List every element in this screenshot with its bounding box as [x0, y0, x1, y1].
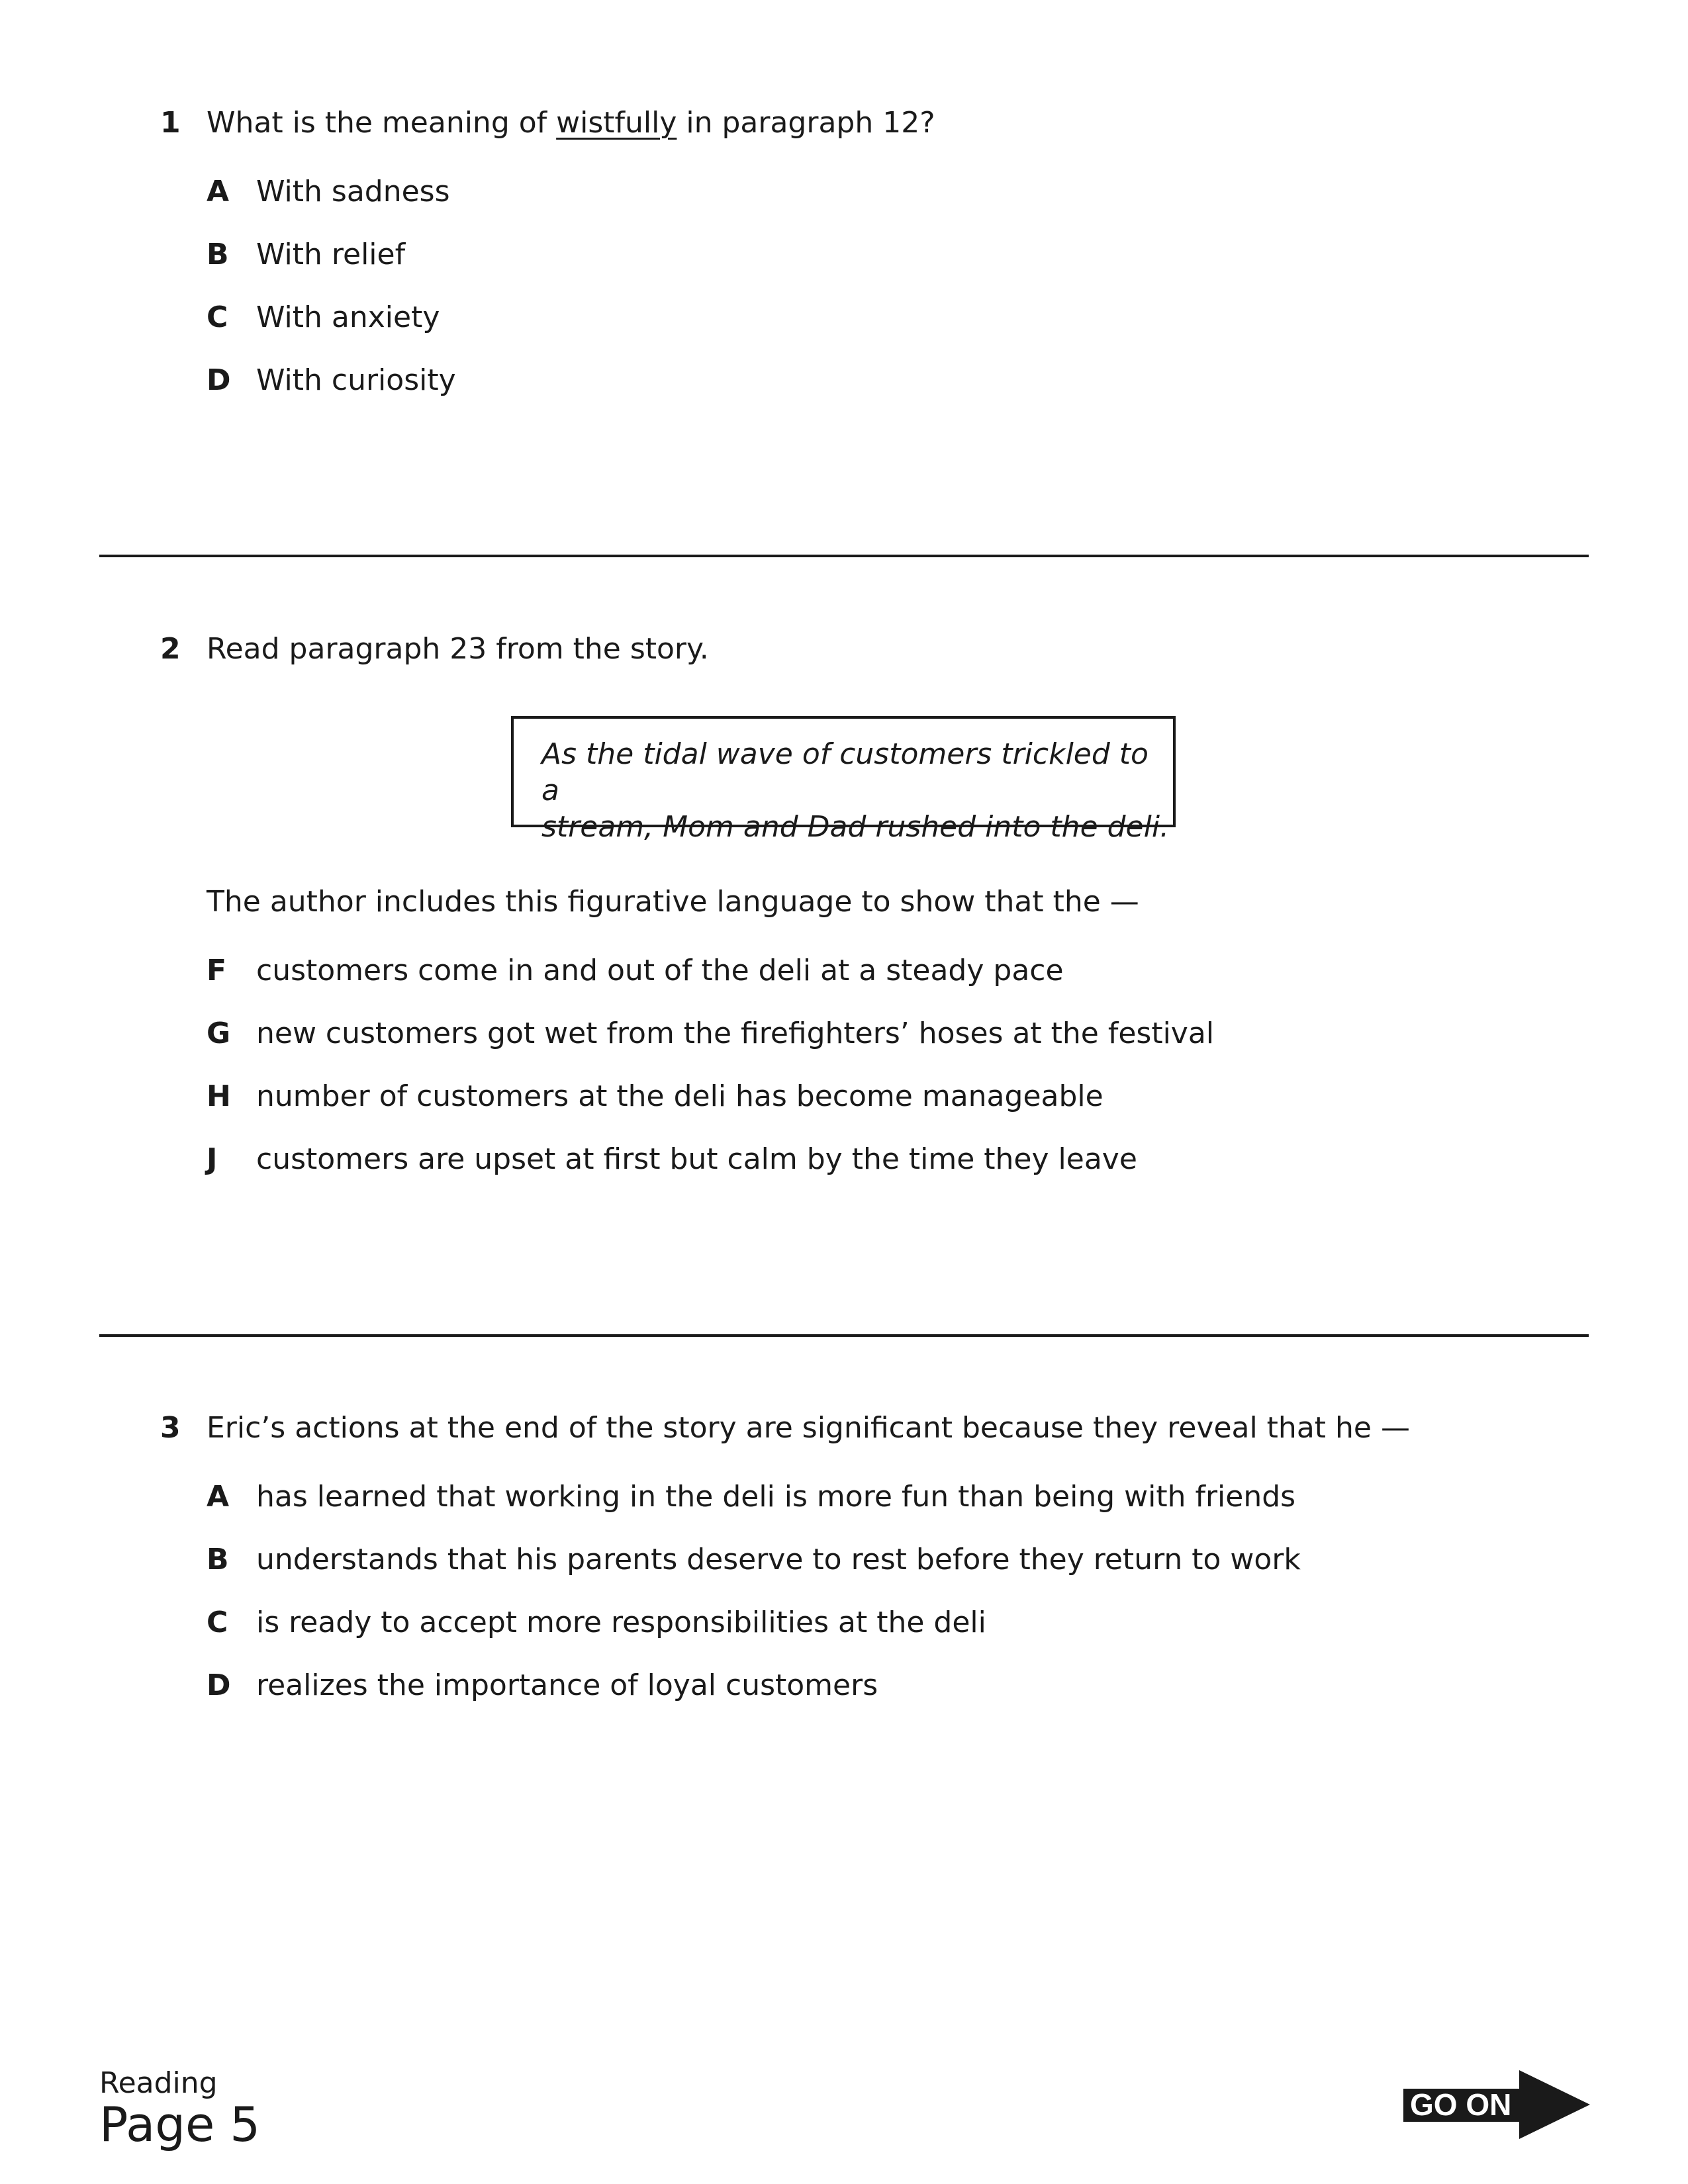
option-letter: J: [207, 1142, 218, 1176]
excerpt-line-1: As the tidal wave of customers trickled to a: [541, 737, 1149, 807]
question-2-number: 2: [160, 632, 181, 666]
question-2-prompt: The author includes this figurative language to show that the —: [207, 885, 1139, 919]
option-letter: D: [207, 1668, 231, 1702]
option-letter: H: [207, 1079, 231, 1113]
option-letter: F: [207, 954, 227, 987]
question-2-option-h-text: number of customers at the deli has become manageable: [256, 1079, 1103, 1113]
question-1-underlined-word: wistfully: [556, 106, 677, 140]
question-3-option-d[interactable]: [207, 1668, 231, 1702]
arrow-head: [1519, 2070, 1590, 2139]
option-letter: G: [207, 1017, 231, 1050]
question-1-stem: [207, 106, 935, 140]
question-2-option-f-text: customers come in and out of the deli at a steady pace: [256, 954, 1064, 987]
question-1-option-c-text: With anxiety: [256, 300, 440, 334]
question-1-stem-after: in paragraph 12?: [677, 106, 935, 140]
question-2-option-j[interactable]: [207, 1142, 217, 1176]
question-1-number: 1: [160, 106, 181, 140]
question-1-stem-before: What is the meaning of: [207, 106, 557, 140]
question-2-option-j-text: customers are upset at first but calm by the time they leave: [256, 1142, 1137, 1176]
footer-page-number: Page 5: [99, 2097, 260, 2152]
question-1-option-d[interactable]: [207, 363, 231, 397]
option-letter: B: [207, 238, 229, 271]
option-letter: A: [207, 175, 230, 208]
question-3-option-b-text: understands that his parents deserve to rest before they return to work: [256, 1543, 1301, 1576]
question-3-option-d-text: realizes the importance of loyal customers: [256, 1668, 878, 1702]
option-letter: C: [207, 1606, 228, 1639]
question-2-option-f[interactable]: [207, 954, 226, 987]
question-1-option-b[interactable]: [207, 238, 229, 271]
go-on-label: GO ON: [1410, 2087, 1512, 2122]
go-on-arrow-icon[interactable]: [1403, 2070, 1590, 2139]
question-2-option-g-text: new customers got wet from the firefighters’ hoses at the festival: [256, 1017, 1215, 1050]
question-2-stem: Read paragraph 23 from the story.: [207, 632, 709, 666]
question-3-option-c[interactable]: [207, 1606, 228, 1639]
question-3-option-a[interactable]: [207, 1480, 229, 1514]
question-1-option-d-text: With curiosity: [256, 363, 456, 397]
option-letter: D: [207, 363, 231, 397]
question-1-option-b-text: With relief: [256, 238, 406, 271]
question-3-option-b[interactable]: [207, 1543, 229, 1576]
question-3-number: 3: [160, 1411, 181, 1445]
question-3-option-c-text: is ready to accept more responsibilities at the deli: [256, 1606, 986, 1639]
question-3-option-a-text: has learned that working in the deli is more fun than being with friends: [256, 1480, 1296, 1514]
question-1-option-c[interactable]: [207, 300, 228, 334]
footer-subject: Reading: [99, 2066, 218, 2100]
option-letter: A: [207, 1480, 230, 1514]
question-3-stem: Eric’s actions at the end of the story are significant because they reveal that he —: [207, 1411, 1410, 1445]
excerpt-line-2: stream, Mom and Dad rushed into the deli.: [541, 810, 1170, 844]
question-2-option-h[interactable]: [207, 1079, 231, 1113]
section-divider: [99, 1334, 1589, 1337]
section-divider: [99, 555, 1589, 557]
question-1-option-a-text: With sadness: [256, 175, 450, 208]
option-letter: C: [207, 300, 228, 334]
option-letter: B: [207, 1543, 229, 1576]
question-1-option-a[interactable]: [207, 175, 229, 208]
excerpt-box: [511, 716, 1176, 844]
question-2-option-g[interactable]: [207, 1017, 230, 1050]
